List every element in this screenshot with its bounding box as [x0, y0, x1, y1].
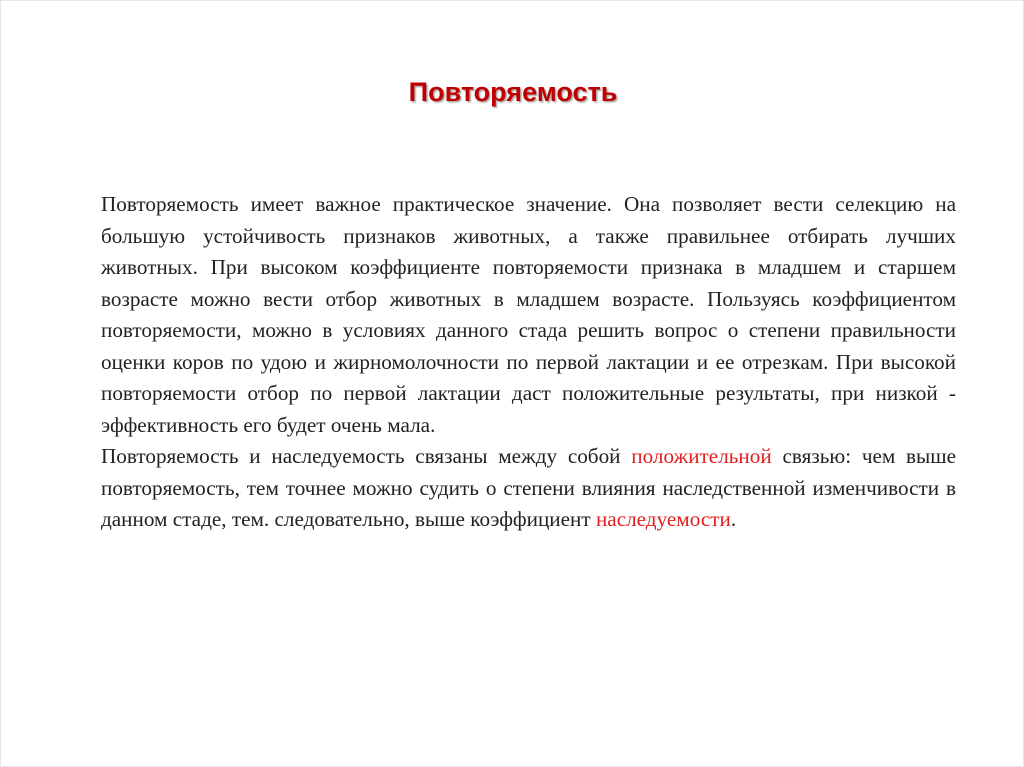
paragraph-2-text-1: Повторяемость и наследуемость связаны между собой — [101, 444, 632, 468]
paragraph-2-text-2: связью: чем выше повторяемость, тем точнее можно судить о степени влияния наследственной изменчивости в данном стаде, тем. следовательно, выше коэффициент — [101, 444, 956, 531]
paragraph-1: Повторяемость имеет важное практическое значение. Она позволяет вести селекцию на большую устойчивость признаков животных, а также правильнее отбирать лучших животных. При высоком коэффициенте повторяемости признака в младшем и старшем возрасте можно вести отбор животных в младшем возрасте. Пользуясь коэффициентом повторяемости, можно в условиях данного стада решить вопрос о степени правильности оценки коров по удою и жирномолочности по первой лактации и ее отрезкам. При высокой повторяемости отбор по первой лактации даст положительные результаты, при низкой - эффективность его будет очень мала. — [101, 192, 956, 437]
highlight-positive: положительной — [631, 444, 772, 468]
highlight-heritability: наследуемости — [595, 507, 731, 531]
paragraph-2 — [101, 441, 956, 536]
slide-body — [101, 189, 956, 536]
paragraph-2-text-3: . — [730, 507, 737, 531]
slide-title: Повторяемость — [408, 77, 618, 107]
